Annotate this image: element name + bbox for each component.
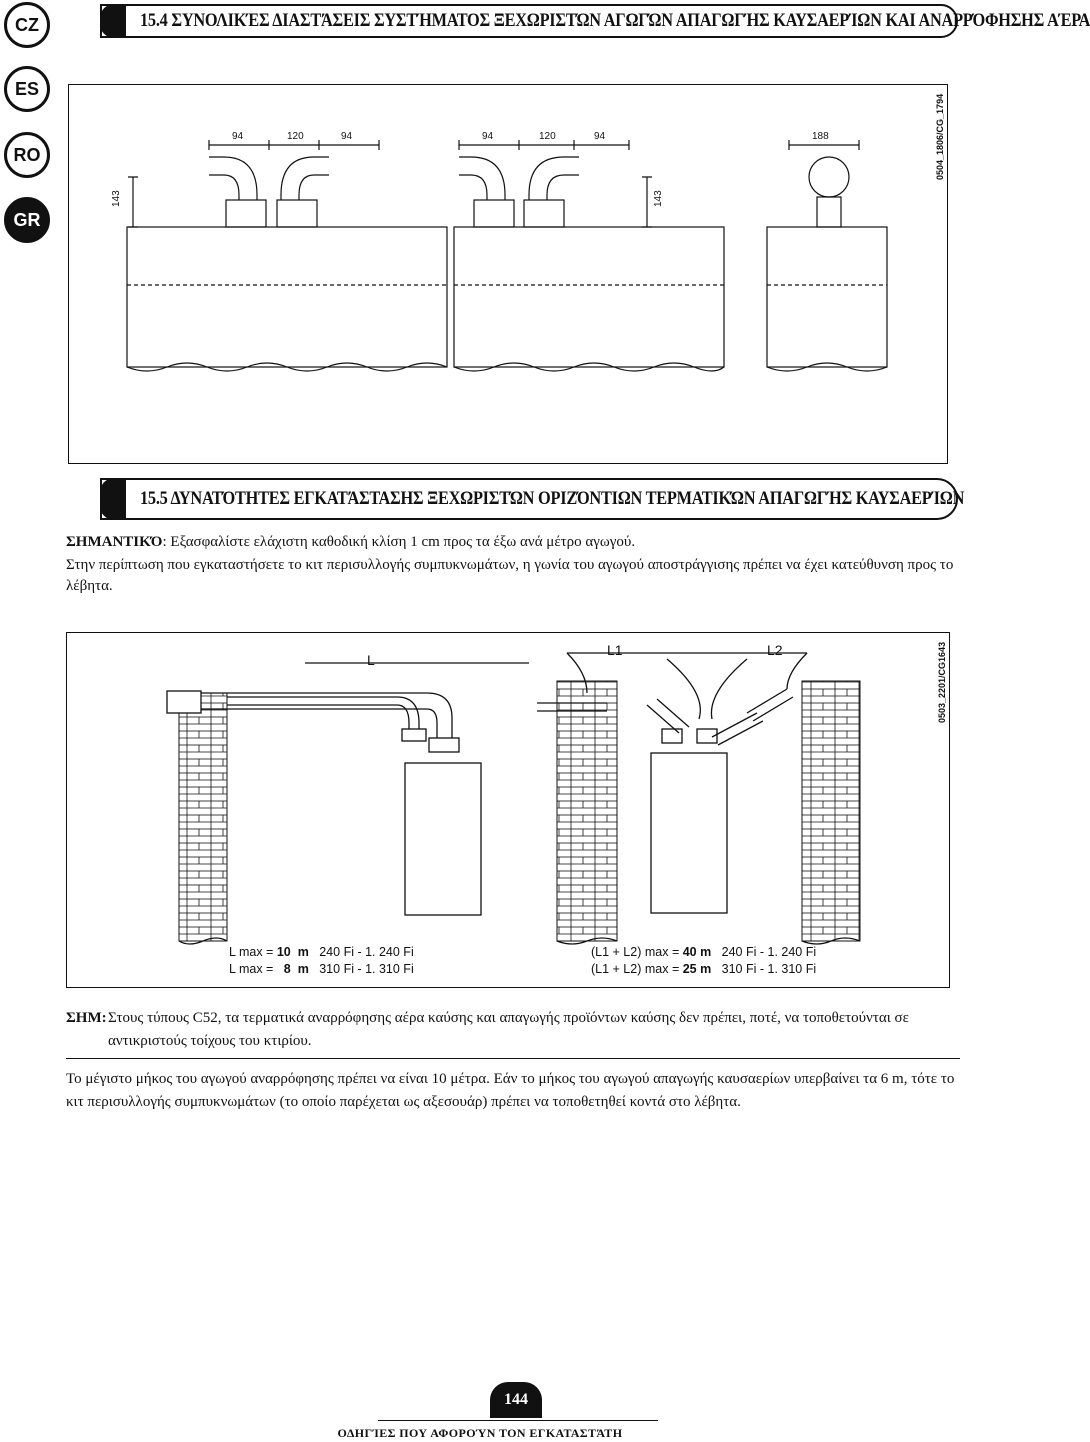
legend-right-row (591, 961, 816, 978)
kit-paragraph: Στην περίπτωση που εγκαταστήσετε το κιτ περισυλλογής συμπυκνωμάτων, η γωνία του αγωγού αποστράγγισης πρέπει να έχει κατεύθυνση προς το λέβητα. (66, 557, 954, 594)
dim-94-a: 94 (232, 131, 244, 142)
lang-tab-es[interactable]: ES (4, 66, 50, 112)
legend-prefix: (L1 + L2) max = (591, 945, 683, 959)
lang-tab-ro[interactable]: RO (4, 132, 50, 178)
legend-models: 240 Fi - 1. 240 Fi (319, 945, 414, 959)
footer-divider (378, 1420, 658, 1421)
legend-value: 8 (283, 962, 291, 976)
legend-prefix: (L1 + L2) max = (591, 962, 683, 976)
label-L2: L2 (767, 642, 783, 658)
dim-188: 188 (812, 131, 829, 142)
figure-1-code: 0504_1806/CG_1794 (935, 93, 945, 180)
section-15-4-title: 15.4 ΣΥΝΟΛΙΚΈΣ ΔΙΑΣΤΆΣΕΙΣ ΣΥΣΤΉΜΑΤΟΣ ΞΕΧΩΡΙΣΤΏΝ ΑΓΩΓΏΝ ΑΠΑΓΩΓΉΣ ΚΑΥΣΑΕΡΊΩΝ ΚΑΙ ΑΝΑΡΡΌΦΗΣΗΣ ΑΈΡΑ (140, 10, 1090, 31)
page-number: 144 (490, 1382, 542, 1418)
installation-drawing (67, 633, 949, 985)
dim-120-b: 120 (539, 131, 556, 142)
legend-right (591, 944, 816, 978)
dimensions-figure (68, 84, 948, 464)
dimensions-drawing (69, 85, 947, 463)
section-15-4-header (100, 4, 1090, 38)
legend-value: 40 m (682, 945, 712, 959)
note-label: ΣΗΜ: (66, 1010, 107, 1026)
legend-left (229, 944, 414, 978)
legend-prefix: L max = (229, 962, 277, 976)
dim-94-d: 94 (594, 131, 606, 142)
legend-value: 25 m (682, 962, 712, 976)
legend-value: 10 (276, 945, 291, 959)
figure-2-code: 0503_2201/CG1643 (937, 641, 947, 723)
section-15-5-title: 15.5 ΔΥΝΑΤΌΤΗΤΕΣ ΕΓΚΑΤΆΣΤΑΣΗΣ ΞΕΧΩΡΙΣΤΏΝ ΟΡΙΖΌΝΤΙΩΝ ΤΕΡΜΑΤΙΚΏΝ ΑΠΑΓΩΓΉΣ ΚΑΥΣΑΕΡΊΩΝ (140, 488, 965, 509)
label-L: L (367, 652, 375, 668)
dim-94-c: 94 (482, 131, 494, 142)
legend-right-row (591, 944, 816, 961)
footer-text: ΟΔΗΓΊΕΣ ΠΟΥ ΑΦΟΡΟΎΝ ΤΟΝ ΕΓΚΑΤΑΣΤΆΤΗ (337, 1426, 623, 1440)
legend-unit: m (297, 945, 309, 959)
legend-left-row (229, 961, 414, 978)
final-paragraph: Το μέγιστο μήκος του αγωγού αναρρόφησης πρέπει να είναι 10 μέτρα. Εάν το μήκος του αγωγού απαγωγής καυσαερίων υπερβαίνει τα 6 m, τότε το κιτ περισυλλογής συμπυκνωμάτων (το οποίο παρέχεται ως αξεσουάρ) πρέπει να τοποθετηθεί κοντά στο λέβητα. (66, 1071, 955, 1110)
important-text: : Εξασφαλίστε ελάχιστη καθοδική κλίση 1 cm προς τα έξω ανά μέτρο αγωγού. (162, 534, 636, 550)
divider (66, 1058, 960, 1059)
legend-models: 310 Fi - 1. 310 Fi (721, 962, 817, 976)
legend-models: 310 Fi - 1. 310 Fi (319, 962, 414, 976)
legend-prefix: L max = (229, 945, 277, 959)
legend-unit: m (297, 962, 309, 976)
note-block (66, 1007, 960, 1053)
dim-143-a: 143 (111, 190, 122, 207)
legend-models: 240 Fi - 1. 240 Fi (721, 945, 817, 959)
note-text: Στους τύπους C52, τα τερματικά αναρρόφησης αέρα καύσης και απαγωγής προϊόντων καύσης δεν πρέπει, ποτέ, να τοποθετούνται σε αντικριστούς τοίχους του κτιρίου. (108, 1010, 909, 1049)
important-paragraph (66, 532, 960, 553)
legend-left-row (229, 944, 414, 961)
lang-tab-cz[interactable]: CZ (4, 2, 50, 48)
dim-143-b: 143 (653, 190, 664, 207)
dim-120-a: 120 (287, 131, 304, 142)
lang-tab-gr[interactable]: GR (4, 197, 50, 243)
dim-94-b: 94 (341, 131, 353, 142)
label-L1: L1 (607, 642, 623, 658)
installation-figure (66, 632, 950, 988)
section-15-5-header (100, 478, 965, 520)
important-label: ΣΗΜΑΝΤΙΚΌ (66, 534, 163, 550)
